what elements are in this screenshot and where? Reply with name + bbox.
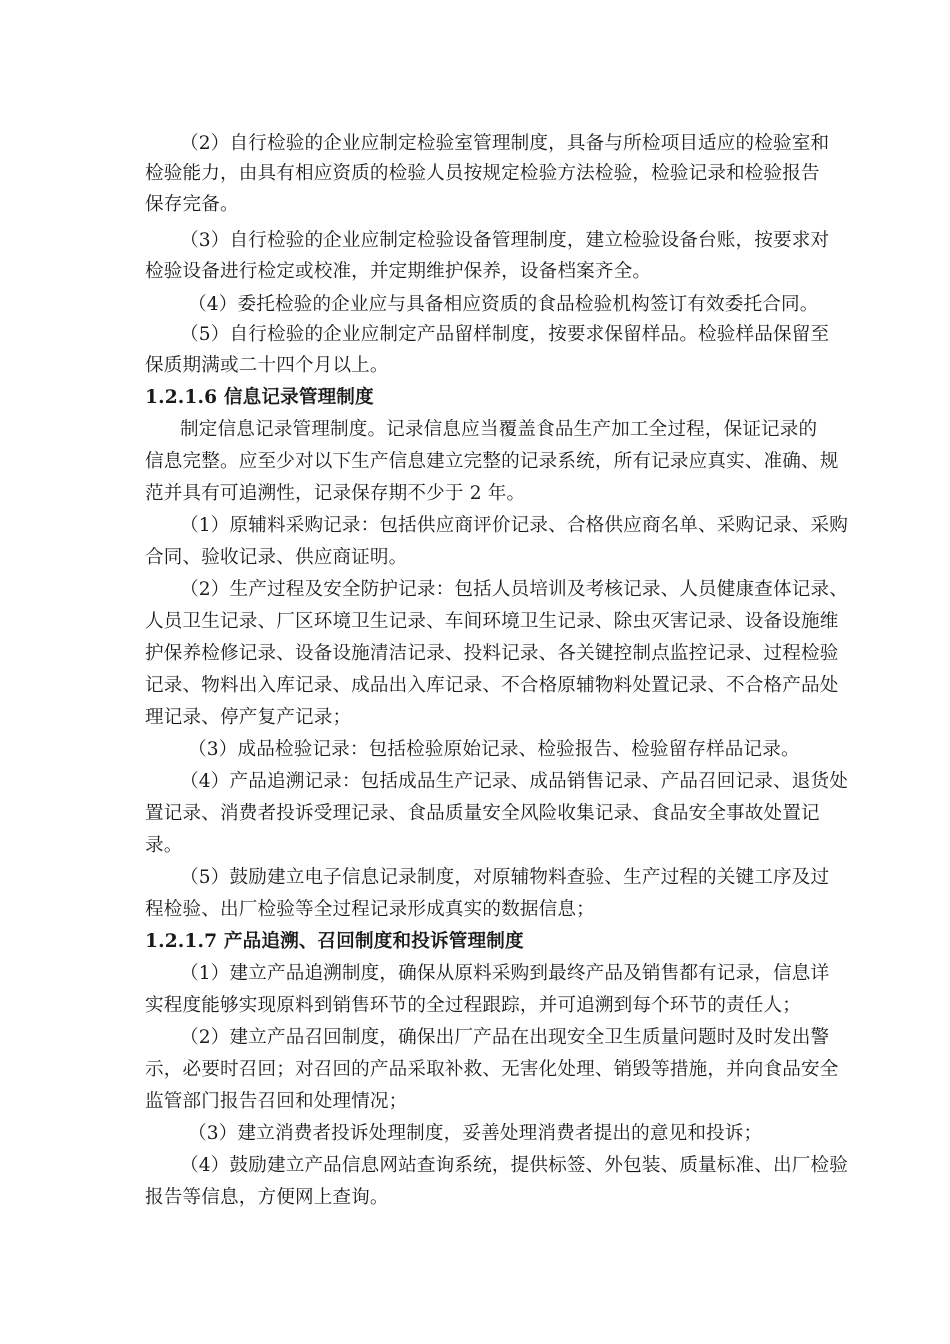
paragraph-line: （4）委托检验的企业应与具备相应资质的食品检验机构签订有效委托合同。: [188, 294, 819, 315]
paragraph-line: （5）自行检验的企业应制定产品留样制度，按要求保留样品。检验样品保留至: [180, 324, 830, 345]
paragraph-line: 监管部门报告召回和处理情况；: [145, 1091, 408, 1112]
paragraph-line: 保存完备。: [145, 194, 239, 215]
paragraph-line: （5）鼓励建立电子信息记录制度，对原辅物料查验、生产过程的关键工序及过: [180, 867, 830, 888]
paragraph-line: （4）鼓励建立产品信息网站查询系统，提供标签、外包装、质量标准、出厂检验: [180, 1155, 849, 1176]
paragraph-line: （2）生产过程及安全防护记录：包括人员培训及考核记录、人员健康查体记录、: [180, 579, 849, 600]
paragraph-line: 信息完整。应至少对以下生产信息建立完整的记录系统，所有记录应真实、准确、规: [145, 451, 839, 472]
paragraph-line: （3）成品检验记录：包括检验原始记录、检验报告、检验留存样品记录。: [188, 739, 800, 760]
paragraph-line: （2）自行检验的企业应制定检验室管理制度，具备与所检项目适应的检验室和: [180, 133, 830, 154]
paragraph-line: 示，必要时召回；对召回的产品采取补救、无害化处理、销毁等措施，并向食品安全: [145, 1059, 839, 1080]
paragraph-line: 记录、物料出入库记录、成品出入库记录、不合格原辅物料处置记录、不合格产品处: [145, 675, 839, 696]
section-heading: 1.2.1.7 产品追溯、召回制度和投诉管理制度: [145, 931, 524, 952]
paragraph-line: 报告等信息，方便网上查询。: [145, 1187, 389, 1208]
paragraph-line: 程检验、出厂检验等全过程记录形成真实的数据信息；: [145, 899, 595, 920]
paragraph-line: 保质期满或二十四个月以上。: [145, 355, 389, 376]
section-heading: 1.2.1.6 信息记录管理制度: [145, 387, 374, 408]
paragraph-line: （4）产品追溯记录：包括成品生产记录、成品销售记录、产品召回记录、退货处: [180, 771, 849, 792]
paragraph-line: 护保养检修记录、设备设施清洁记录、投料记录、各关键控制点监控记录、过程检验: [145, 643, 839, 664]
paragraph-line: 录。: [145, 835, 183, 856]
paragraph-line: （2）建立产品召回制度，确保出厂产品在出现安全卫生质量问题时及时发出警: [180, 1027, 830, 1048]
paragraph-line: 理记录、停产复产记录；: [145, 707, 352, 728]
paragraph-line: 检验能力，由具有相应资质的检验人员按规定检验方法检验，检验记录和检验报告: [145, 163, 820, 184]
paragraph-line: 合同、验收记录、供应商证明。: [145, 547, 408, 568]
paragraph-line: （3）建立消费者投诉处理制度，妥善处理消费者提出的意见和投诉；: [188, 1123, 763, 1144]
paragraph-line: （1）建立产品追溯制度，确保从原料采购到最终产品及销售都有记录，信息详: [180, 963, 830, 984]
paragraph-line: 置记录、消费者投诉受理记录、食品质量安全风险收集记录、食品安全事故处置记: [145, 803, 820, 824]
paragraph-line: 实程度能够实现原料到销售环节的全过程跟踪，并可追溯到每个环节的责任人；: [145, 995, 802, 1016]
paragraph-line: 范并具有可追溯性，记录保存期不少于 2 年。: [145, 483, 526, 504]
paragraph-line: （1）原辅料采购记录：包括供应商评价记录、合格供应商名单、采购记录、采购: [180, 515, 849, 536]
paragraph-line: 检验设备进行检定或校准，并定期维护保养，设备档案齐全。: [145, 261, 652, 282]
paragraph-line: 制定信息记录管理制度。记录信息应当覆盖食品生产加工全过程，保证记录的: [180, 419, 818, 440]
paragraph-line: （3）自行检验的企业应制定检验设备管理制度，建立检验设备台账，按要求对: [180, 230, 830, 251]
paragraph-line: 人员卫生记录、厂区环境卫生记录、车间环境卫生记录、除虫灭害记录、设备设施维: [145, 611, 839, 632]
